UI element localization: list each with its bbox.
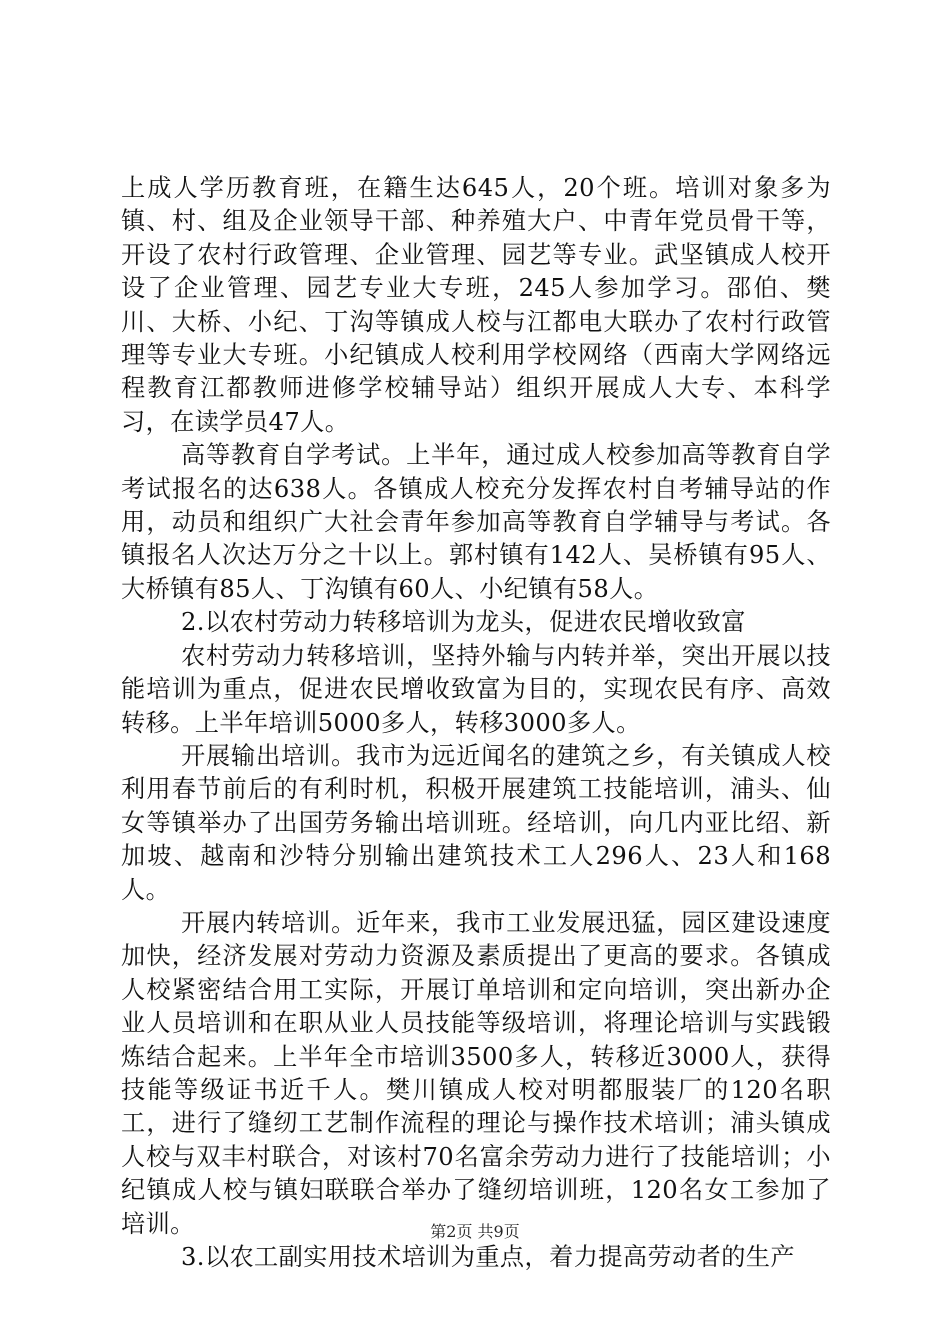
section-heading-3: 3.以农工副实用技术培训为重点，着力提高劳动者的生产 [181, 1243, 795, 1271]
paragraph-self-study-exam: 高等教育自学考试。上半年，通过成人校参加高等教育自学考试报名的达638人。各镇成人校充分发挥农村自考辅导站的作用，动员和组织广大社会青年参加高等教育自学辅导与考试。各镇报名人次达万分之十以上。郭村镇有142人、吴桥镇有95人、大桥镇有85人、丁沟镇有60人、小纪镇有58人。 [121, 441, 831, 603]
paragraph-internal-training: 开展内转培训。近年来，我市工业发展迅猛，园区建设速度加快，经济发展对劳动力资源及素质提出了更高的要求。各镇成人校紧密结合用工实际，开展订单培训和定向培训，突出新办企业人员培训和在职从业人员技能等级培训，将理论培训与实践锻炼结合起来。上半年全市培训3500多人，转移近3000人，获得技能等级证书近千人。樊川镇成人校对明都服装厂的120名职工，进行了缝纫工艺制作流程的理论与操作技术培训；浦头镇成人校与双丰村联合，对该村70名富余劳动力进行了技能培训；小纪镇成人校与镇妇联联合举办了缝纫培训班，120名女工参加了培训。 [121, 908, 831, 1238]
document-body [121, 172, 831, 1274]
paragraph-labor-transfer: 农村劳动力转移培训，坚持外输与内转并举，突出开展以技能培训为重点，促进农民增收致富为目的，实现农民有序、高效转移。上半年培训5000多人，转移3000多人。 [121, 641, 831, 737]
section-heading-2: 2.以农村劳动力转移培训为龙头，促进农民增收致富 [181, 608, 746, 637]
paragraph-1: 上成人学历教育班，在籍生达645人，20个班。培训对象多为镇、村、组及企业领导干部、种养殖大户、中青年党员骨干等，开设了农村行政管理、企业管理、园艺等专业。武坚镇成人校开设了企业管理、园艺专业大专班，245人参加学习。邵伯、樊川、大桥、小纪、丁沟等镇成人校与江都电大联办了农村行政管理等专业大专班。小纪镇成人校利用学校网络（西南大学网络远程教育江都教师进修学校辅导站）组织开展成人大专、本科学习，在读学员47人。 [121, 174, 831, 436]
paragraph-export-training: 开展输出培训。我市为远近闻名的建筑之乡，有关镇成人校利用春节前后的有利时机，积极开展建筑工技能培训，浦头、仙女等镇举办了出国劳务输出培训班。经培训，向几内亚比绍、新加坡、越南和沙特分别输出建筑技术工人296人、23人和168人。 [121, 741, 831, 904]
page-number-footer: 第2页 共9页 [430, 1222, 520, 1241]
